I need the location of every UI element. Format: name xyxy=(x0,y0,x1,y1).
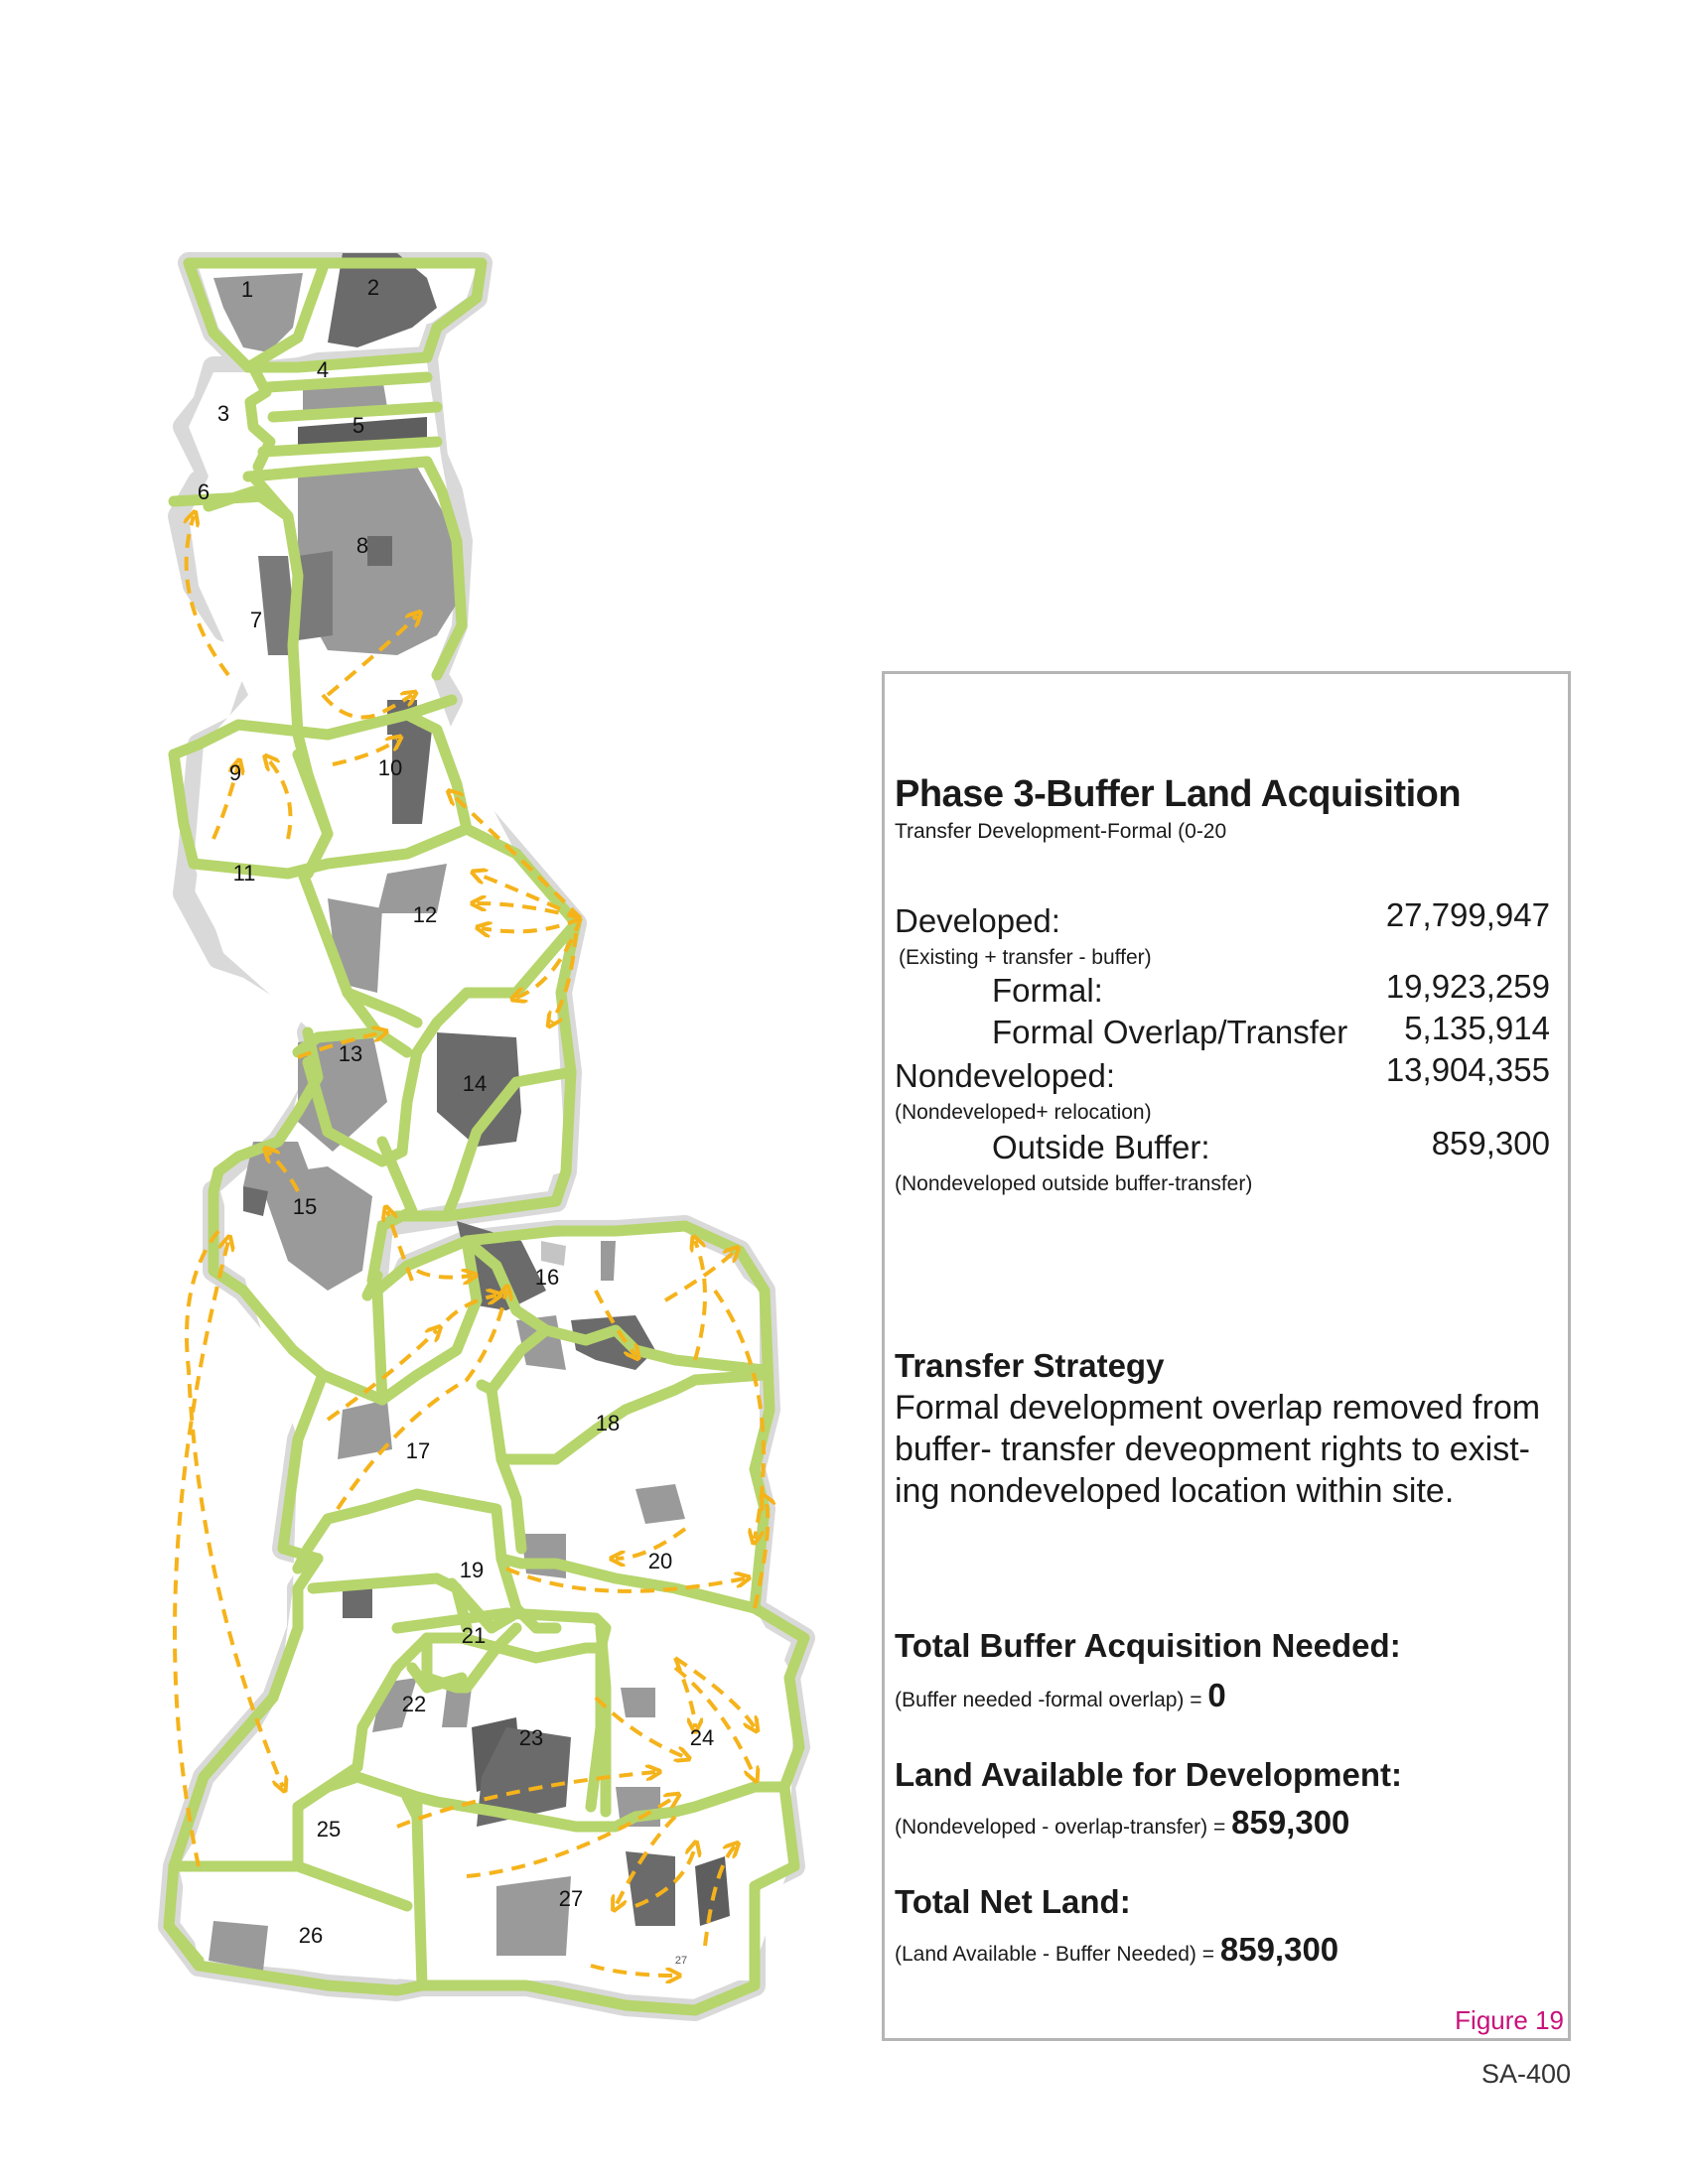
block-label-8: 8 xyxy=(355,533,369,558)
formal-overlap-value: 5,135,914 xyxy=(1404,1010,1550,1046)
total-buffer-formula-text: (Buffer needed -formal overlap) = xyxy=(895,1689,1202,1711)
block-label-14: 14 xyxy=(462,1071,488,1096)
sheet-number: SA-400 xyxy=(1481,2059,1572,2089)
developed-label: Developed: xyxy=(895,902,1060,939)
block-label-16: 16 xyxy=(534,1265,560,1290)
land-available-heading: Land Available for Development: xyxy=(895,1756,1402,1793)
block-label-15: 15 xyxy=(292,1194,318,1219)
block-label-9: 9 xyxy=(228,760,242,785)
panel-subtitle: Transfer Development-Formal (0-20 xyxy=(895,820,1227,843)
total-net-formula xyxy=(895,1931,1338,1969)
strategy-heading: Transfer Strategy xyxy=(895,1347,1165,1384)
block-label-4: 4 xyxy=(316,357,330,382)
block-label-27-small: 27 xyxy=(674,1955,688,1967)
outside-buffer-label: Outside Buffer: xyxy=(992,1129,1210,1165)
block-label-22: 22 xyxy=(401,1692,427,1716)
block-label-21: 21 xyxy=(461,1623,487,1648)
nondeveloped-label: Nondeveloped: xyxy=(895,1057,1116,1094)
block-label-7: 7 xyxy=(249,608,263,632)
block-label-3: 3 xyxy=(216,401,230,426)
block-label-24: 24 xyxy=(689,1725,715,1750)
block-label-12: 12 xyxy=(412,902,438,927)
block-label-2: 2 xyxy=(366,275,380,300)
panel-title: Phase 3-Buffer Land Acquisition xyxy=(895,773,1462,815)
figure-label: Figure 19 xyxy=(1455,2005,1564,2035)
strategy-text: Formal development overlap removed from buffer- transfer deveopment rights to exist-ing nondeveloped location within site. xyxy=(895,1389,1541,1510)
land-available-formula-text: (Nondeveloped - overlap-transfer) = xyxy=(895,1816,1226,1839)
block-label-23: 23 xyxy=(518,1725,544,1750)
land-available-value: 859,300 xyxy=(1231,1804,1350,1841)
nondeveloped-note: (Nondeveloped+ relocation) xyxy=(895,1101,1152,1124)
block-label-13: 13 xyxy=(338,1041,363,1066)
block-label-5: 5 xyxy=(352,413,365,438)
block-label-10: 10 xyxy=(377,755,403,780)
block-label-20: 20 xyxy=(647,1549,673,1573)
total-net-formula-text: (Land Available - Buffer Needed) = xyxy=(895,1943,1215,1966)
nondeveloped-value: 13,904,355 xyxy=(1385,1051,1550,1088)
block-label-19: 19 xyxy=(459,1558,485,1582)
total-buffer-heading: Total Buffer Acquisition Needed: xyxy=(895,1627,1401,1664)
block-label-11: 11 xyxy=(232,861,256,886)
developed-value: 27,799,947 xyxy=(1385,896,1550,933)
block-label-6: 6 xyxy=(197,479,211,504)
total-buffer-value: 0 xyxy=(1207,1677,1226,1713)
formal-value: 19,923,259 xyxy=(1385,968,1550,1005)
outside-buffer-value: 859,300 xyxy=(1431,1125,1550,1161)
info-panel xyxy=(882,671,1571,2041)
total-net-value: 859,300 xyxy=(1219,1931,1339,1968)
land-available-formula xyxy=(895,1804,1349,1842)
block-label-17: 17 xyxy=(405,1438,431,1463)
block-label-18: 18 xyxy=(595,1411,621,1435)
block-label-27: 27 xyxy=(558,1886,584,1911)
total-net-heading: Total Net Land: xyxy=(895,1883,1131,1920)
formal-label: Formal: xyxy=(992,972,1103,1009)
block-label-1: 1 xyxy=(240,277,254,302)
total-buffer-formula xyxy=(895,1677,1226,1714)
developed-note: (Existing + transfer - buffer) xyxy=(899,946,1152,969)
block-label-26: 26 xyxy=(298,1923,324,1948)
outside-buffer-note: (Nondeveloped outside buffer-transfer) xyxy=(895,1172,1253,1195)
block-label-25: 25 xyxy=(316,1817,342,1842)
formal-overlap-label: Formal Overlap/Transfer xyxy=(992,1014,1348,1050)
